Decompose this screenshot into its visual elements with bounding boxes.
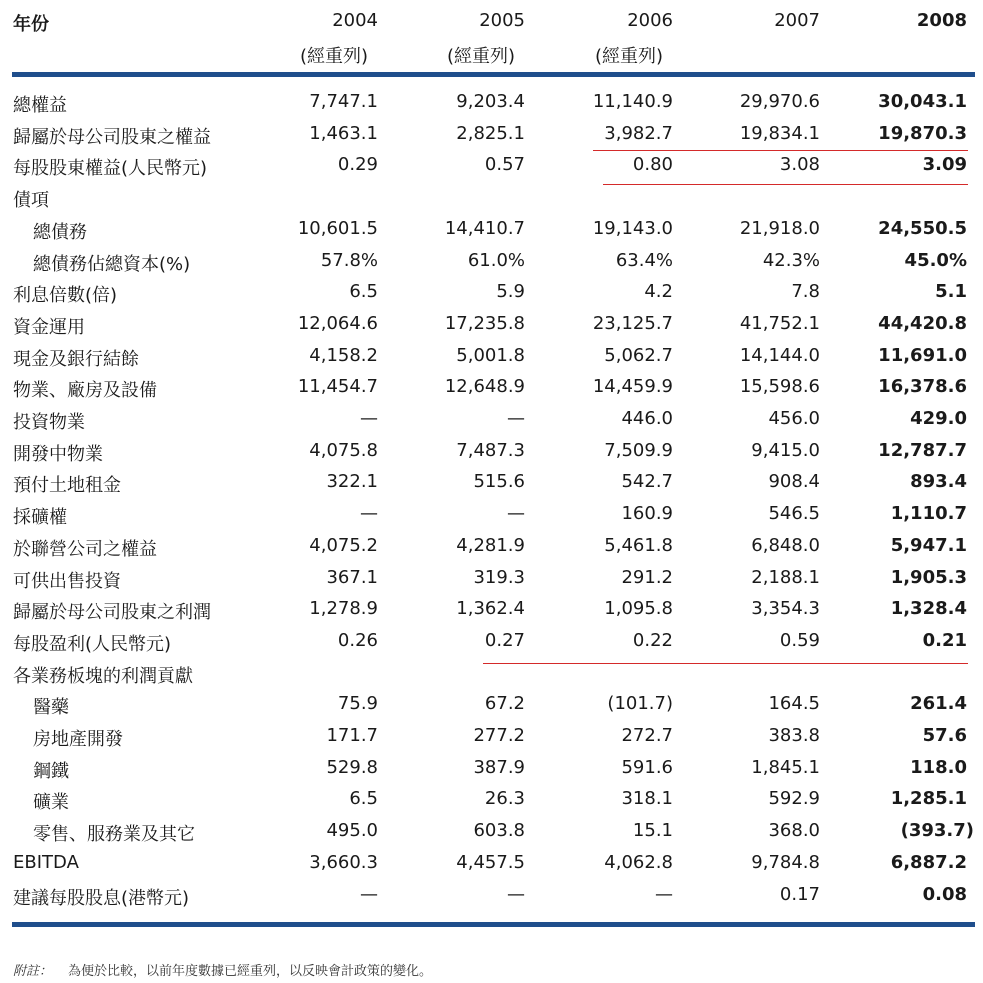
cell-2004: 4,075.8 [309,439,378,461]
cell-2007: 42.3% [762,249,820,271]
row-label: 總權益 [13,95,67,116]
cell-2007: 7.8 [791,281,820,303]
restated-2004: (經重列) [300,46,369,67]
row-label: 資金運用 [13,316,85,338]
cell-2004: 495.0 [326,820,378,842]
row-label: 鋼鐵 [33,760,69,782]
table-row [0,499,983,531]
cell-2008: 1,110.7 [890,503,967,525]
cell-2006: 272.7 [621,725,673,746]
cell-2007: 0.59 [779,629,820,651]
cell-2004: 367.1 [326,566,378,588]
cell-2008: 11,691.0 [878,344,967,366]
cell-2008: 6,887.2 [890,851,967,873]
cell-2007: 9,784.8 [751,851,820,873]
cell-2005: 0.27 [484,629,525,651]
cell-2006: 3,982.7 [604,122,673,144]
year-2006: 2006 [627,10,673,31]
row-label: 歸屬於母公司股東之利潤 [13,602,211,624]
cell-2007: 19,834.1 [739,122,820,144]
cell-2007: 3.08 [779,154,820,176]
cell-2006: 4.2 [644,281,673,303]
cell-2005: 14,410.7 [444,217,525,239]
cell-2004: 0.26 [337,629,378,651]
row-label: 採礦權 [13,507,67,529]
cell-2004: 1,278.9 [309,598,378,620]
cell-2005: — [507,503,525,525]
row-label: 建議每股股息(港幣元) [13,887,190,909]
table-header [0,0,983,75]
table-row [0,246,983,278]
cell-2006: 19,143.0 [592,217,673,239]
highlight-line-eps-equity [603,184,968,185]
cell-2007: 15,598.6 [739,376,820,398]
cell-2007: 41,752.1 [739,312,820,334]
top-rule [12,72,975,77]
cell-2007: 21,918.0 [739,217,820,239]
cell-2007: 592.9 [768,788,820,810]
cell-2007: 546.5 [768,503,820,525]
cell-2004: 10,601.5 [297,217,378,239]
cell-2005: 387.9 [473,756,525,778]
row-label: 總債務 [33,221,87,243]
cell-2006: 14,459.9 [592,376,673,398]
table-row [0,721,983,753]
footnote [13,960,432,979]
cell-2007: 6,848.0 [751,534,820,556]
cell-2004: 0.29 [337,154,378,176]
cell-2005: — [507,408,525,429]
cell-2007: 14,144.0 [739,344,820,366]
cell-2004: 322.1 [326,471,378,493]
cell-2006: 5,062.7 [604,344,673,366]
cell-2007: 164.5 [768,693,820,715]
cell-2004: 4,158.2 [309,344,378,366]
cell-2008: 19,870.3 [878,122,967,144]
cell-2006: 591.6 [621,756,673,778]
cell-2007: 29,970.6 [739,91,820,112]
year-column-label: 年份 [13,14,49,35]
cell-2005: 515.6 [473,471,525,493]
cell-2007: 908.4 [768,471,820,493]
table-row [0,309,983,341]
cell-2008: 3.09 [922,154,967,176]
row-label: 投資物業 [13,412,85,433]
cell-2006: 15.1 [632,820,673,842]
cell-2005: 2,825.1 [456,122,525,144]
table-row [0,150,983,182]
cell-2005: 4,281.9 [456,534,525,556]
table-row [0,880,983,912]
cell-2005: 5.9 [496,281,525,303]
highlight-line-eps [483,663,968,664]
cell-2004: — [360,883,378,905]
row-label: EBITDA [13,851,79,873]
row-label: 各業務板塊的利潤貢獻 [13,665,193,687]
cell-2005: 7,487.3 [456,439,525,461]
row-label: 開發中物業 [13,443,103,465]
year-2004: 2004 [332,10,378,31]
cell-2007: 383.8 [768,725,820,746]
cell-2006: 446.0 [621,408,673,429]
cell-2008: 1,905.3 [890,566,967,588]
cell-2005: 67.2 [484,693,525,715]
table-row [0,214,983,246]
cell-2007: 368.0 [768,820,820,842]
row-label: 每股股東權益(人民幣元) [13,158,208,180]
cell-2005: — [507,883,525,905]
cell-2005: 26.3 [484,788,525,810]
restated-2005: (經重列) [447,46,516,67]
cell-2006: 5,461.8 [604,534,673,556]
cell-2006: 7,509.9 [604,439,673,461]
cell-2004: 11,454.7 [297,376,378,398]
cell-2008: 44,420.8 [878,312,967,334]
cell-2004: 6.5 [349,788,378,810]
row-label: 利息倍數(倍) [13,285,118,307]
row-label: 債項 [13,190,49,212]
cell-2008: 261.4 [910,693,967,715]
cell-2004: 75.9 [337,693,378,715]
cell-2006: — [655,883,673,905]
row-label: 歸屬於母公司股東之權益 [13,126,211,148]
year-2007: 2007 [774,10,820,31]
cell-2005: 17,235.8 [444,312,525,334]
cell-2004: 7,747.1 [309,91,378,112]
year-2008: 2008 [916,10,967,31]
cell-2005: 0.57 [484,154,525,176]
cell-2004: 171.7 [326,725,378,746]
footnote-text: 為便於比較，以前年度數據已經重列，以反映會計政策的變化。 [68,964,433,979]
cell-2006: 0.80 [632,154,673,176]
row-label: 總債務佔總資本(%) [33,253,191,275]
cell-2006: (101.7) [607,693,673,715]
cell-2008: 30,043.1 [878,91,967,112]
cell-2006: 0.22 [632,629,673,651]
bottom-rule [12,922,975,927]
restated-2006: (經重列) [595,46,664,67]
row-label: 礦業 [33,792,69,814]
cell-2008: 1,328.4 [890,598,967,620]
cell-2004: 12,064.6 [297,312,378,334]
cell-2006: 11,140.9 [592,91,673,112]
table-row [0,816,983,848]
cell-2006: 4,062.8 [604,851,673,873]
cell-2006: 542.7 [621,471,673,493]
cell-2005: 603.8 [473,820,525,842]
row-label: 預付土地租金 [13,475,121,497]
table-row [0,182,983,214]
cell-2005: 5,001.8 [456,344,525,366]
cell-2004: 1,463.1 [309,122,378,144]
cell-2006: 63.4% [615,249,673,271]
cell-2007: 3,354.3 [751,598,820,620]
cell-2008: 12,787.7 [878,439,967,461]
cell-2005: 319.3 [473,566,525,588]
cell-2008: 57.6 [922,725,967,746]
cell-2006: 291.2 [621,566,673,588]
cell-2008: 429.0 [910,408,967,429]
row-label: 物業、廠房及設備 [13,380,157,402]
cell-2007: 9,415.0 [751,439,820,461]
table-row [0,594,983,626]
cell-2005: 1,362.4 [456,598,525,620]
cell-2006: 160.9 [621,503,673,525]
table-row [0,784,983,816]
table-row [0,753,983,785]
table-row [0,341,983,373]
cell-2008: 118.0 [910,756,967,778]
row-label: 醫藥 [33,697,69,719]
cell-2007: 1,845.1 [751,756,820,778]
cell-2005: 4,457.5 [456,851,525,873]
cell-2005: 61.0% [467,249,525,271]
cell-2008: 5.1 [935,281,967,303]
row-label: 於聯營公司之權益 [13,538,157,560]
cell-2006: 318.1 [621,788,673,810]
cell-2004: — [360,503,378,525]
cell-2008: (393.7) [900,820,974,842]
cell-2008: 893.4 [910,471,967,493]
cell-2007: 2,188.1 [751,566,820,588]
table-row [0,277,983,309]
highlight-line-equity [593,150,968,151]
cell-2008: 0.08 [922,883,967,905]
year-2005: 2005 [479,10,525,31]
cell-2008: 5,947.1 [890,534,967,556]
table-row [0,404,983,436]
table-row [0,531,983,563]
footnote-key: 附註： [13,964,53,979]
cell-2008: 1,285.1 [890,788,967,810]
cell-2004: 4,075.2 [309,534,378,556]
cell-2007: 0.17 [779,883,820,905]
cell-2008: 16,378.6 [878,376,967,398]
table-row [0,119,983,151]
table-row [0,563,983,595]
table-row [0,436,983,468]
table-row [0,689,983,721]
row-label: 現金及銀行結餘 [13,348,139,370]
cell-2005: 12,648.9 [444,376,525,398]
cell-2008: 45.0% [904,249,967,271]
cell-2004: 57.8% [320,249,378,271]
table-row [0,372,983,404]
cell-2004: — [360,408,378,429]
row-label: 每股盈利(人民幣元) [13,633,172,655]
row-label: 零售、服務業及其它 [33,824,195,846]
table-row [0,848,983,880]
cell-2006: 23,125.7 [592,312,673,334]
table-row [0,87,983,119]
row-label: 房地產開發 [33,729,123,750]
cell-2005: 277.2 [473,725,525,746]
cell-2007: 456.0 [768,408,820,429]
cell-2004: 529.8 [326,756,378,778]
table-row [0,467,983,499]
cell-2006: 1,095.8 [604,598,673,620]
cell-2008: 24,550.5 [878,217,967,239]
cell-2005: 9,203.4 [456,91,525,112]
cell-2004: 3,660.3 [309,851,378,873]
table-row [0,626,983,658]
cell-2004: 6.5 [349,281,378,303]
cell-2008: 0.21 [922,629,967,651]
row-label: 可供出售投資 [13,570,121,592]
